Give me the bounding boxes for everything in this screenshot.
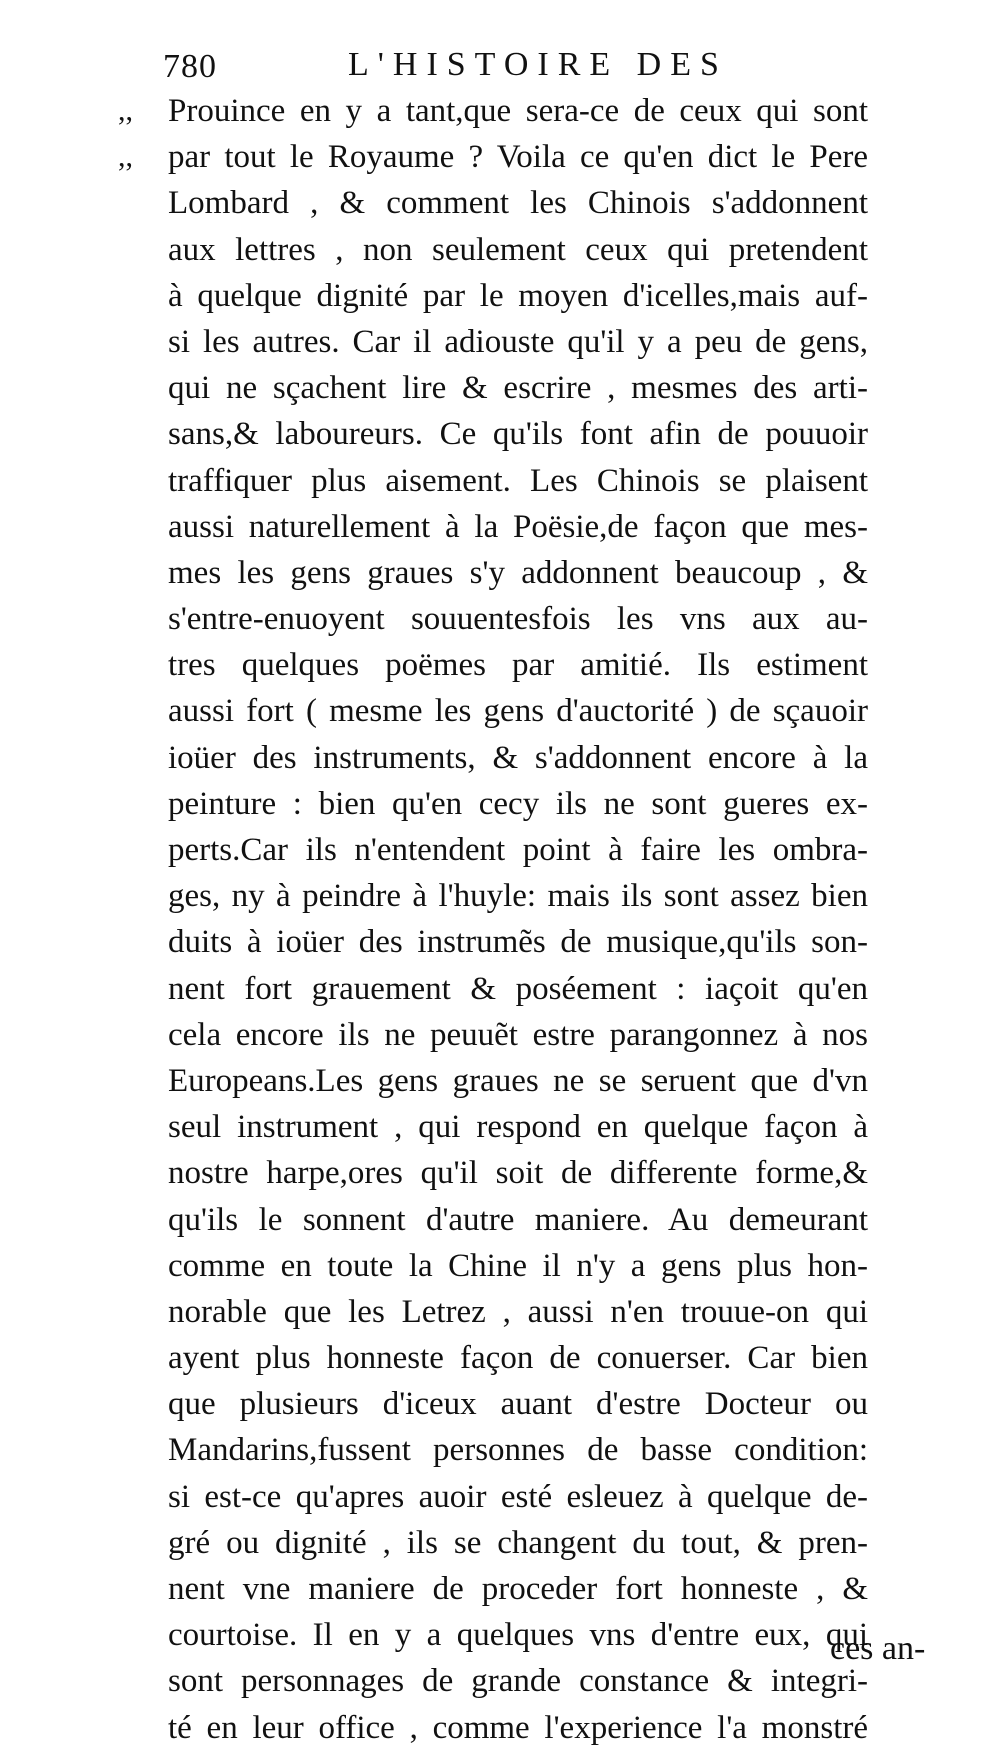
- text-line: [118, 1289, 868, 1335]
- line-text: aux lettres , non seulement ceux qui pretendent: [168, 231, 868, 268]
- line-text: par tout le Royaume ? Voila ce qu'en dict le Pere: [168, 139, 868, 176]
- page-number: 780: [163, 48, 217, 85]
- quotation-mark: ,,: [118, 94, 133, 127]
- line-text: sont personnages de grande constance & integri-: [168, 1663, 868, 1700]
- text-line: [118, 919, 868, 965]
- text-line: [118, 1427, 868, 1473]
- text-line: [118, 781, 868, 827]
- line-text: que plusieurs d'iceux auant d'estre Docteur ou: [168, 1386, 868, 1423]
- text-line: [118, 1150, 868, 1196]
- line-text: cela encore ils ne peuuẽt estre parangonnez à nos: [168, 1016, 868, 1053]
- text-line: [118, 1197, 868, 1243]
- text-line: [118, 642, 868, 688]
- text-line: [118, 134, 868, 180]
- text-line: [118, 227, 868, 273]
- line-text: courtoise. Il en y a quelques vns d'entre eux, qui: [168, 1617, 868, 1654]
- line-text: norable que les Letrez , aussi n'en trouue-on qui: [168, 1293, 868, 1330]
- text-line: [118, 88, 868, 134]
- text-line: [118, 273, 868, 319]
- line-text: s'entre-enuoyent souuentesfois les vns aux au-: [168, 601, 868, 638]
- text-line: [118, 1474, 868, 1520]
- text-line: [118, 1243, 868, 1289]
- line-text: perts.Car ils n'entendent point à faire les ombra-: [168, 832, 868, 868]
- text-line: [118, 688, 868, 734]
- line-text: qu'ils le sonnent d'autre maniere. Au demeurant: [168, 1201, 868, 1238]
- line-text: aussi naturellement à la Poësie,de façon que mes-: [168, 508, 868, 545]
- quotation-mark: ,,: [118, 140, 133, 174]
- line-text: seul instrument , qui respond en quelque façon à: [168, 1109, 868, 1146]
- line-text: si est-ce qu'apres auoir esté esleuez à quelque de-: [168, 1478, 868, 1515]
- line-text: qui ne sçachent lire & escrire , mesmes des arti-: [168, 370, 868, 407]
- text-line: [118, 1012, 868, 1058]
- body-text: [118, 88, 948, 1751]
- line-text: à quelque dignité par le moyen d'icelles,mais auf-: [168, 277, 868, 314]
- text-line: [118, 873, 868, 919]
- line-text: gré ou dignité , ils se changent du tout, & pren-: [168, 1524, 868, 1561]
- text-line: [118, 1566, 868, 1612]
- line-text: ioüer des instruments, & s'addonnent encore à la: [168, 739, 868, 776]
- text-line: [118, 411, 868, 457]
- text-line: [118, 966, 868, 1012]
- line-text: nostre harpe,ores qu'il soit de differente forme,&: [168, 1155, 868, 1192]
- text-line: [118, 596, 868, 642]
- text-line: [118, 319, 868, 365]
- text-line: [118, 1381, 868, 1427]
- text-line: [118, 1705, 868, 1751]
- line-text: tres quelques poëmes par amitié. Ils estiment: [168, 647, 868, 684]
- text-line: [118, 550, 868, 596]
- text-line: [118, 1612, 868, 1658]
- line-text: nent fort grauement & poséement : iaçoit qu'en: [168, 970, 868, 1007]
- line-text: ges, ny à peindre à l'huyle: mais ils sont assez bien: [168, 878, 868, 915]
- running-head: L'HISTOIRE DES: [348, 46, 728, 83]
- line-text: sans,& laboureurs. Ce qu'ils font afin de pouuoir: [168, 416, 868, 453]
- line-text: Europeans.Les gens graues ne se seruent que d'vn: [168, 1062, 868, 1099]
- line-text: comme en toute la Chine il n'y a gens plus hon-: [168, 1247, 868, 1284]
- line-text: ayent plus honneste façon de conuerser. Car bien: [168, 1340, 868, 1377]
- text-line: [118, 1335, 868, 1381]
- line-text: Mandarins,fussent personnes de basse condition:: [168, 1432, 868, 1469]
- text-line: [118, 365, 868, 411]
- line-text: Lombard , & comment les Chinois s'addonnent: [168, 185, 868, 222]
- text-line: [118, 1658, 868, 1704]
- text-line: [118, 1104, 868, 1150]
- line-text: si les autres. Car il adiouste qu'il y a peu de gens,: [168, 323, 868, 360]
- text-line: [118, 1058, 868, 1104]
- text-line: [118, 458, 868, 504]
- line-text: peinture : bien qu'en cecy ils ne sont gueres ex-: [168, 785, 868, 822]
- text-line: [118, 504, 868, 550]
- line-text: té en leur office , comme l'experience l'a monstré: [168, 1709, 868, 1746]
- text-line: [118, 180, 868, 226]
- line-text: mes les gens graues s'y addonnent beaucoup , &: [168, 554, 868, 591]
- line-text: aussi fort ( mesme les gens d'auctorité ) de sçauoir: [168, 693, 868, 730]
- line-text: Prouince en y a tant,que sera-ce de ceux qui sont: [168, 93, 868, 129]
- text-line: [118, 1520, 868, 1566]
- line-text: nent vne maniere de proceder fort honneste , &: [168, 1571, 868, 1607]
- text-line: [118, 827, 868, 873]
- catchword: ces an-: [830, 1630, 926, 1667]
- line-text: duits à ioüer des instrumẽs de musique,qu'ils son-: [168, 924, 868, 961]
- page-header: [163, 40, 783, 90]
- text-line: [118, 735, 868, 781]
- line-text: traffiquer plus aisement. Les Chinois se plaisent: [168, 462, 868, 499]
